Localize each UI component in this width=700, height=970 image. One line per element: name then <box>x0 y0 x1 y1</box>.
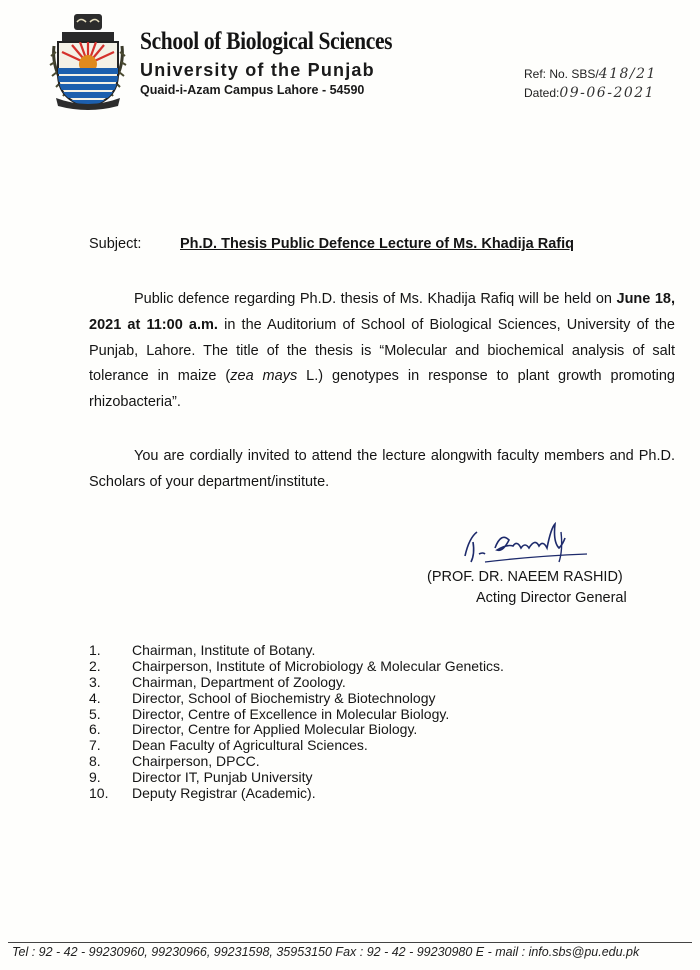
invitation-text: You are cordially invited to attend the lecture alongwith faculty members and Ph.D. Scholars of your department/institute. <box>89 448 675 490</box>
species-name: zea mays <box>230 368 298 385</box>
list-item-number: 5. <box>89 705 101 722</box>
list-item-number: 4. <box>89 689 101 706</box>
institution-name: School of Biological Sciences <box>140 28 393 55</box>
list-item-number: 3. <box>89 673 101 690</box>
letter-date <box>524 85 655 101</box>
reference-number <box>524 66 657 82</box>
list-item-text: Director, School of Biochemistry & Biotechnology <box>132 689 436 706</box>
subject-line: Ph.D. Thesis Public Defence Lecture of Ms. Khadija Rafiq <box>180 236 574 252</box>
reference-number-handwritten: 418/21 <box>598 66 657 82</box>
list-item-number: 9. <box>89 769 101 786</box>
announcement-venue-title: in the Auditorium of School of Biological Sciences, University of the Punjab, Lahore. The title of the thesis is “Molecular and biochemical analysis of salt tolerance in maize ( <box>89 316 675 385</box>
list-item-text: Deputy Registrar (Academic). <box>132 785 316 802</box>
list-item-number: 1. <box>89 642 101 658</box>
list-item-number: 8. <box>89 753 101 770</box>
list-item-text: Chairman, Institute of Botany. <box>132 642 316 658</box>
reference-label: Ref: No. SBS/ <box>524 67 599 81</box>
footer-divider <box>8 942 692 943</box>
list-item-number: 7. <box>89 737 101 754</box>
event-date-time: June 18, 2021 at 11:00 a.m. <box>89 291 676 333</box>
date-handwritten: 09-06-2021 <box>559 85 656 101</box>
list-item-number: 6. <box>89 721 101 738</box>
date-label: Dated: <box>524 86 560 100</box>
signatory-title: Acting Director General <box>476 590 627 606</box>
list-item-text: Director IT, Punjab University <box>132 769 313 786</box>
list-item-number: 2. <box>89 657 101 674</box>
announcement-title-end: L.) genotypes in response to plant growth promoting rhizobacteria”. <box>89 368 675 411</box>
handwritten-signature <box>455 518 590 568</box>
list-item-text: Chairperson, DPCC. <box>132 753 260 770</box>
announcement-intro: Public defence regarding Ph.D. thesis of Ms. Khadija Rafiq will be held on <box>134 291 612 307</box>
university-name: University of the Punjab <box>140 60 375 80</box>
signatory-name: (PROF. DR. NAEEM RASHID) <box>427 569 623 585</box>
list-item-text: Director, Centre for Applied Molecular Biology. <box>132 721 418 738</box>
campus-address: Quaid-i-Azam Campus Lahore - 54590 <box>140 83 365 97</box>
university-crest-logo <box>48 12 128 110</box>
list-item-text: Director, Centre of Excellence in Molecular Biology. <box>132 705 450 722</box>
list-item-text: Dean Faculty of Agricultural Sciences. <box>132 737 368 754</box>
subject-label: Subject: <box>89 236 142 252</box>
paragraph-announcement <box>89 287 675 416</box>
list-item-text: Chairman, Department of Zoology. <box>132 673 346 690</box>
list-item-text: Chairperson, Institute of Microbiology & Molecular Genetics. <box>132 657 504 674</box>
paragraph-invitation <box>89 444 675 496</box>
footer-contact: Tel : 92 - 42 - 99230960, 99230966, 99231598, 35953150 Fax : 92 - 42 - 99230980 E - mail : info.sbs@pu.edu.pk <box>12 945 640 959</box>
list-item-number: 10. <box>89 785 109 802</box>
